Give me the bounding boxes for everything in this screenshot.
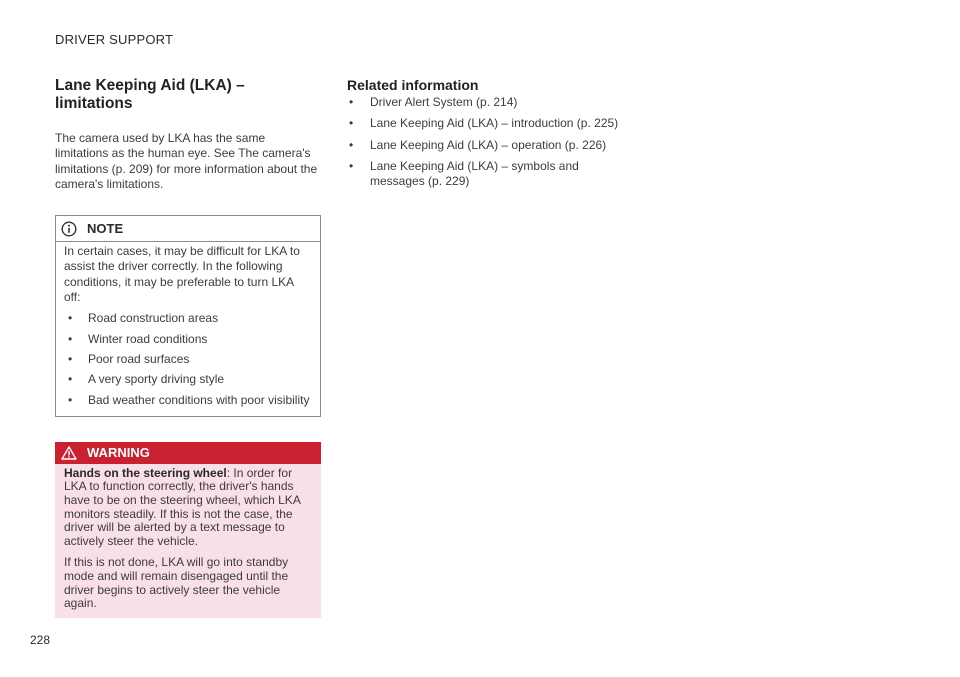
intro-paragraph: The camera used by LKA has the same limitations as the human eye. See The camera's limitations (p. 209) for more information about the camera's limitations. <box>55 131 318 191</box>
warning-text-1: : In order for LKA to function correctly, the driver's hands have to be on the steering wheel, which LKA monitors steadily. If this is not the case, the driver will be alerted by a text message to actively steer the vehicle. <box>64 465 301 548</box>
note-list <box>64 311 312 407</box>
list-item: • Bad weather conditions with poor visibility <box>68 392 310 407</box>
related-link-text[interactable]: Lane Keeping Aid (LKA) – operation (p. 226) <box>370 137 607 152</box>
warning-paragraph <box>64 467 313 549</box>
section-header: DRIVER SUPPORT <box>55 32 174 47</box>
warning-text-2: If this is not done, LKA will go into standby mode and will remain disengaged until the driver begins to actively steer the vehicle again. <box>64 555 289 611</box>
warning-header <box>55 442 321 464</box>
related-link-text[interactable]: Lane Keeping Aid (LKA) – symbols and messages (p. 229) <box>370 158 579 189</box>
list-item: • Winter road conditions <box>68 331 208 346</box>
list-item: • Poor road surfaces <box>68 351 190 366</box>
list-item-text: A very sporty driving style <box>88 372 225 387</box>
warning-lead: Hands on the steering wheel <box>64 465 227 480</box>
page-title: Lane Keeping Aid (LKA) – limitations <box>55 77 245 112</box>
related-link[interactable]: • Lane Keeping Aid (LKA) – introduction (p. 225) <box>349 116 619 131</box>
related-title: Related information <box>347 77 479 93</box>
list-item-text: Winter road conditions <box>88 331 208 346</box>
warning-box <box>55 442 321 618</box>
note-body <box>56 242 320 416</box>
related-link[interactable]: • Lane Keeping Aid (LKA) – operation (p. 226) <box>349 137 607 152</box>
left-column <box>55 77 321 618</box>
related-link[interactable]: • Lane Keeping Aid (LKA) – symbols and messages (p. 229) <box>349 158 579 189</box>
warning-title: WARNING <box>87 445 150 461</box>
related-link-text[interactable]: Lane Keeping Aid (LKA) – introduction (p. 225) <box>370 116 619 131</box>
note-title: NOTE <box>87 221 124 237</box>
related-link-text[interactable]: Driver Alert System (p. 214) <box>370 95 518 109</box>
list-item: • A very sporty driving style <box>68 372 225 387</box>
note-box <box>55 215 321 417</box>
note-text: In certain cases, it may be difficult for LKA to assist the driver correctly. In the following conditions, it may be preferable to turn LKA off: <box>64 244 300 305</box>
related-link[interactable]: • Driver Alert System (p. 214) <box>349 95 518 109</box>
related-list <box>347 95 627 189</box>
warning-body <box>55 464 321 618</box>
list-item-text: Poor road surfaces <box>88 351 190 366</box>
page-number: 228 <box>30 633 51 647</box>
list-item-text: Road construction areas <box>88 311 219 326</box>
warning-triangle-icon <box>61 446 77 460</box>
list-item-text: Bad weather conditions with poor visibility <box>88 392 310 407</box>
right-column <box>347 77 627 195</box>
list-item: • Road construction areas <box>68 311 219 326</box>
note-header <box>56 216 320 242</box>
info-circle-icon <box>61 221 77 237</box>
